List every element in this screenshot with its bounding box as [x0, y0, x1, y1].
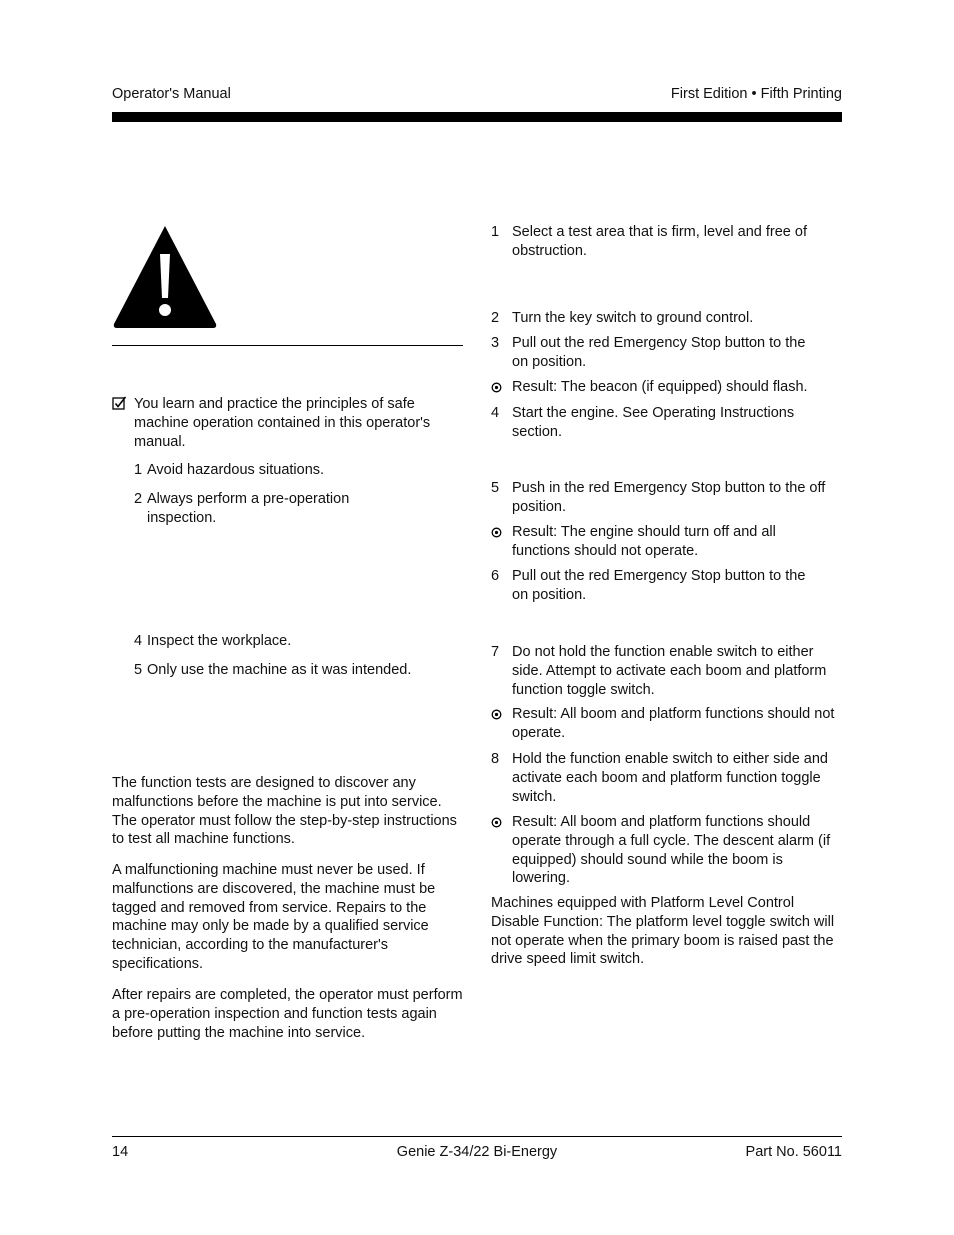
checkbox-icon [112, 396, 127, 411]
step-7 [491, 643, 843, 699]
step-number: 2 [491, 310, 500, 326]
step-text: Select a test area that is firm, level and free of obstruction. [512, 224, 807, 259]
step-text: Pull out the red Emergency Stop button to the on position. [512, 335, 806, 370]
step-6 [491, 567, 811, 605]
step-5 [491, 479, 843, 517]
platform-level-note: Machines equipped with Platform Level Control Disable Function: The platform level toggle switch will not operate when the primary boom is raised past the drive speed limit switch. [491, 895, 835, 968]
paragraph: The function tests are designed to discover any malfunctions before the machine is put into service. The operator must follow the step-by-step instructions to test all machine functions. [112, 775, 457, 848]
result-1 [491, 378, 843, 397]
list-item-number: 2 [134, 491, 143, 507]
step-number: 8 [491, 751, 500, 767]
step-3 [491, 334, 811, 372]
step-number: 1 [491, 224, 500, 240]
step-2 [491, 309, 843, 328]
result-icon [491, 817, 502, 828]
step-8 [491, 750, 836, 806]
list-item-number: 1 [134, 462, 143, 478]
check-item-text: You learn and practice the principles of safe machine operation contained in this operator's manual. [134, 396, 431, 450]
result-3 [491, 705, 843, 743]
list-item [134, 490, 384, 528]
header-edition: First Edition • Fifth Printing [670, 86, 842, 102]
step-text: Push in the red Emergency Stop button to the off position. [512, 480, 826, 515]
result-icon [491, 527, 502, 538]
step-text: Hold the function enable switch to either side and activate each boom and platform function toggle switch. [512, 751, 828, 805]
list-item-number: 5 [134, 662, 143, 678]
result-text: Result: The beacon (if equipped) should flash. [512, 379, 808, 395]
list-item-text: Avoid hazardous situations. [147, 462, 325, 478]
step-1 [491, 223, 843, 261]
result-4 [491, 813, 843, 888]
header-manual-title: Operator's Manual [112, 86, 231, 102]
result-icon [491, 709, 502, 720]
step-number: 7 [491, 644, 500, 660]
result-icon [491, 382, 502, 393]
step-text: Pull out the red Emergency Stop button to the on position. [512, 568, 806, 603]
list-item-text: Only use the machine as it was intended. [147, 662, 412, 678]
result-2 [491, 523, 806, 561]
result-text: Result: All boom and platform functions should operate through a full cycle. The descent alarm (if equipped) should sound while the boom is lowering. [512, 814, 831, 887]
list-item-number: 4 [134, 633, 143, 649]
footer-title: Genie Z-34/22 Bi-Energy [396, 1144, 558, 1160]
step-number: 6 [491, 568, 500, 584]
list-item [134, 661, 464, 680]
result-text: Result: The engine should turn off and all functions should not operate. [512, 524, 776, 559]
step-number: 3 [491, 335, 500, 351]
footer-rule [112, 1136, 842, 1137]
part-number: Part No. 56011 [745, 1144, 842, 1160]
step-text: Do not hold the function enable switch to either side. Attempt to activate each boom and platform function toggle switch. [512, 644, 827, 698]
step-text: Turn the key switch to ground control. [512, 310, 754, 326]
step-number: 4 [491, 405, 500, 421]
page-number: 14 [112, 1144, 129, 1160]
step-text: Start the engine. See Operating Instructions section. [512, 405, 795, 440]
paragraph: After repairs are completed, the operator must perform a pre-operation inspection and function tests again before putting the machine into service. [112, 987, 463, 1041]
list-item-text: Inspect the workplace. [147, 633, 292, 649]
list-item-text: Always perform a pre-operation inspection. [147, 491, 350, 526]
list-item [134, 461, 464, 480]
header-rule [112, 112, 842, 122]
step-4 [491, 404, 821, 442]
paragraph: A malfunctioning machine must never be used. If malfunctions are discovered, the machine must be tagged and removed from service. Repairs to the machine may only be made by a qualified service technician, according to the manufacturer's specifications. [112, 862, 436, 972]
check-item [112, 395, 464, 451]
step-number: 5 [491, 480, 500, 496]
warning-triangle-icon [112, 224, 218, 330]
result-text: Result: All boom and platform functions should not operate. [512, 706, 835, 741]
warning-divider [112, 345, 463, 346]
list-item [134, 632, 464, 651]
